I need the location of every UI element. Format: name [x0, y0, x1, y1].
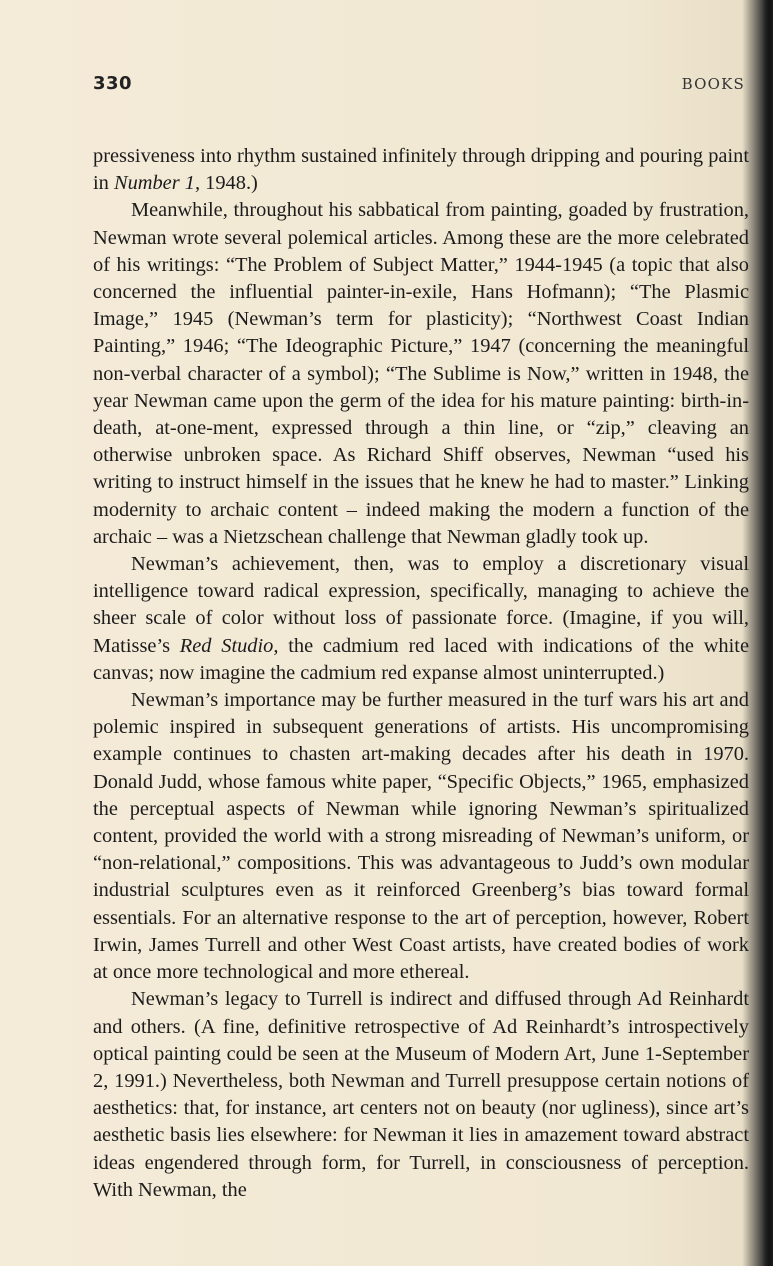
paragraph-1: [93, 143, 749, 197]
page-header: [93, 73, 745, 95]
body-text: [93, 143, 749, 1204]
paragraph-2: Meanwhile, throughout his sabbatical from painting, goaded by frustration, Newman wrote several polemical articles. Among these are the more celebrated of his writings: “The Problem of Subject Matter,” 1944-1945 (a topic that also concerned the influential painter-in-exile, Hans Hofmann); “The Plasmic Image,” 1945 (Newman’s term for plasticity); “Northwest Coast Indian Painting,” 1946; “The Ideographic Picture,” 1947 (concerning the meaningful non-verbal character of a symbol); “The Sublime is Now,” written in 1948, the year Newman came upon the germ of the idea for his mature painting: birth-in-death, at-one-ment, expressed through a thin line, or “zip,” cleaving an otherwise unbroken space. As Richard Shiff observes, Newman “used his writing to instruct himself in the issues that he knew he had to master.” Linking modernity to archaic content – indeed making the modern a function of the archaic – was a Nietzschean challenge that Newman gladly took up.: [93, 199, 749, 548]
paragraph-1-text-end: 1948.): [200, 172, 258, 195]
paragraph-1-text: pressiveness into rhythm sustained infinitely through dripping and pouring paint in: [93, 145, 749, 195]
artwork-title-red-studio: Red Studio,: [179, 634, 279, 657]
page-edge-shadow: [763, 0, 773, 1266]
running-head: BOOKS: [681, 75, 745, 93]
artwork-title-number-1: Number 1,: [113, 172, 201, 195]
paragraph-4: Newman’s importance may be further measured in the turf wars his art and polemic inspired in subsequent generations of artists. His uncompromising example continues to chasten art-making decades after his death in 1970. Donald Judd, whose famous white paper, “Specific Objects,” 1965, emphasized the perceptual aspects of Newman while ignoring Newman’s spiritualized content, provided the world with a strong misreading of Newman’s uniform, or “non-relational,” compositions. This was advantageous to Judd’s own modular industrial sculptures even as it reinforced Greenberg’s bias toward formal essentials. For an alternative response to the art of perception, however, Robert Irwin, James Turrell and other West Coast artists, have created bodies of work at once more technological and more ethereal.: [93, 689, 749, 984]
paragraph-3: [93, 551, 749, 687]
paragraph-3-text: Newman’s achievement, then, was to employ a discretionary visual intelligence toward radical expression, specifically, managing to achieve the sheer scale of color without loss of passionate force. (Imagine, if you will, Matisse’s: [93, 553, 749, 657]
page-number: 330: [93, 73, 133, 94]
paragraph-3-text-end: the cadmium red laced with indications of the white canvas; now imagine the cadmium red expanse almost uninterrupted.): [93, 634, 749, 684]
paragraph-5: Newman’s legacy to Turrell is indirect and diffused through Ad Reinhardt and others. (A fine, definitive retrospective of Ad Reinhardt’s introspectively optical painting could be seen at the Museum of Modern Art, June 1-September 2, 1991.) Nevertheless, both Newman and Turrell presuppose certain notions of aesthetics: that, for instance, art centers not on beauty (nor ugliness), since art’s aesthetic basis lies elsewhere: for Newman it lies in amazement toward abstract ideas engendered through form, for Turrell, in consciousness of perception. With Newman, the: [93, 988, 749, 1201]
